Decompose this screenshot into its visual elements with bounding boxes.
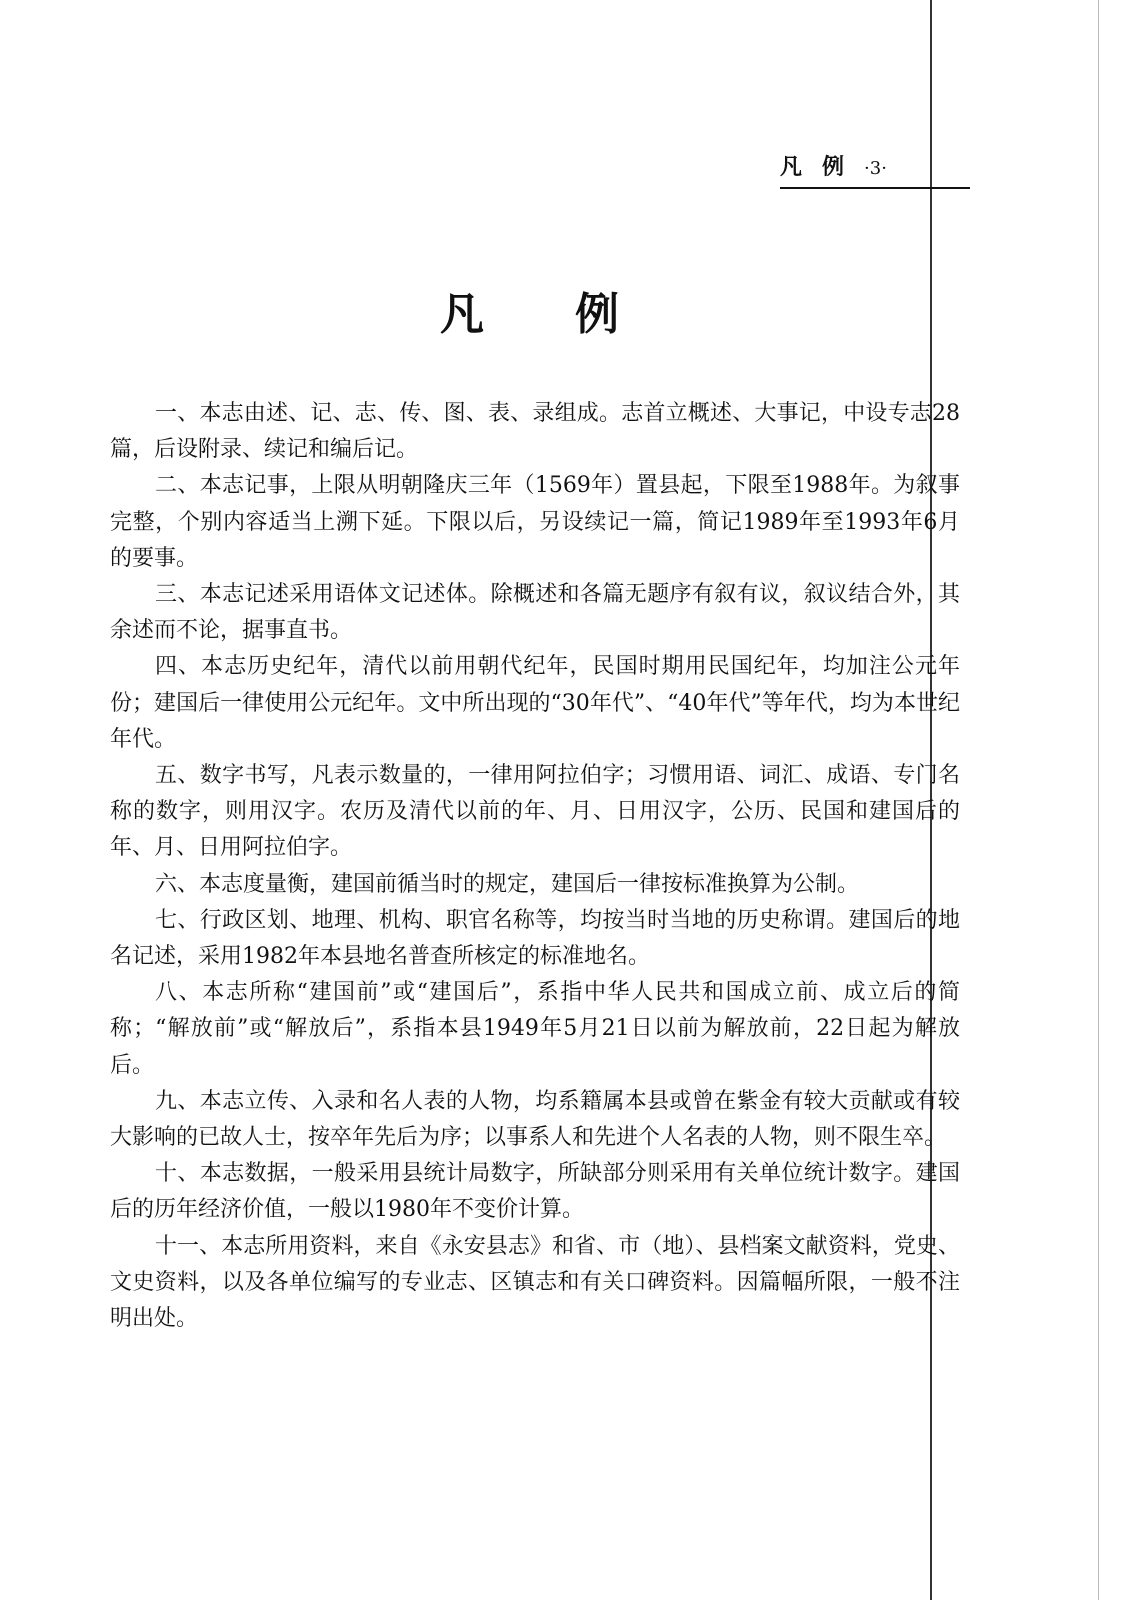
page-title bbox=[440, 278, 619, 342]
paragraph: 一、本志由述、记、志、传、图、表、录组成。志首立概述、大事记，中设专志28篇，后设附录、续记和编后记。 bbox=[110, 401, 960, 463]
body-text bbox=[110, 396, 960, 1337]
paragraph: 二、本志记事，上限从明朝隆庆三年（1569年）置县起，下限至1988年。为叙事完整，个别内容适当上溯下延。下限以后，另设续记一篇，简记1989年至1993年6月的要事。 bbox=[110, 473, 960, 571]
page-number: ·3· bbox=[864, 158, 887, 179]
paragraph: 九、本志立传、入录和名人表的人物，均系籍属本县或曾在紫金有较大贡献或有较大影响的已故人士，按卒年先后为序；以事系人和先进个人名表的人物，则不限生卒。 bbox=[110, 1088, 960, 1151]
page-title-char-1: 凡 bbox=[440, 289, 484, 340]
paragraph: 八、本志所称“建国前”或“建国后”，系指中华人民共和国成立前、成立后的简称；“解放前”或“解放后”，系指本县1949年5月21日以前为解放前，22日起为解放后。 bbox=[110, 980, 960, 1078]
paragraph: 三、本志记述采用语体文记述体。除概述和各篇无题序有叙有议，叙议结合外，其余述而不论，据事直书。 bbox=[110, 582, 960, 644]
scan-edge-line-outer bbox=[1098, 0, 1099, 1600]
paragraph: 十一、本志所用资料，来自《永安县志》和省、市（地）、县档案文献资料，党史、文史资料，以及各单位编写的专业志、区镇志和有关口碑资料。因篇幅所限，一般不注明出处。 bbox=[110, 1233, 960, 1332]
paragraph: 十、本志数据，一般采用县统计局数字，所缺部分则采用有关单位统计数字。建国后的历年经济价值，一般以1980年不变价计算。 bbox=[110, 1161, 960, 1223]
paragraph: 四、本志历史纪年，清代以前用朝代纪年，民国时期用民国纪年，均加注公元年份；建国后一律使用公元纪年。文中所出现的“30年代”、“40年代”等年代，均为本世纪年代。 bbox=[110, 654, 960, 752]
page-title-char-2: 例 bbox=[575, 289, 619, 340]
running-header bbox=[780, 150, 970, 189]
paragraph: 七、行政区划、地理、机构、职官名称等，均按当时当地的历史称谓。建国后的地名记述，采用1982年本县地名普查所核定的标准地名。 bbox=[110, 907, 960, 970]
paragraph: 五、数字书写，凡表示数量的，一律用阿拉伯字；习惯用语、词汇、成语、专门名称的数字，则用汉字。农历及清代以前的年、月、日用汉字，公历、民国和建国后的年、月、日用阿拉伯字。 bbox=[110, 763, 960, 861]
paragraph: 六、本志度量衡，建国前循当时的规定，建国后一律按标准换算为公制。 bbox=[155, 871, 860, 897]
running-header-title: 凡例 bbox=[780, 154, 865, 180]
